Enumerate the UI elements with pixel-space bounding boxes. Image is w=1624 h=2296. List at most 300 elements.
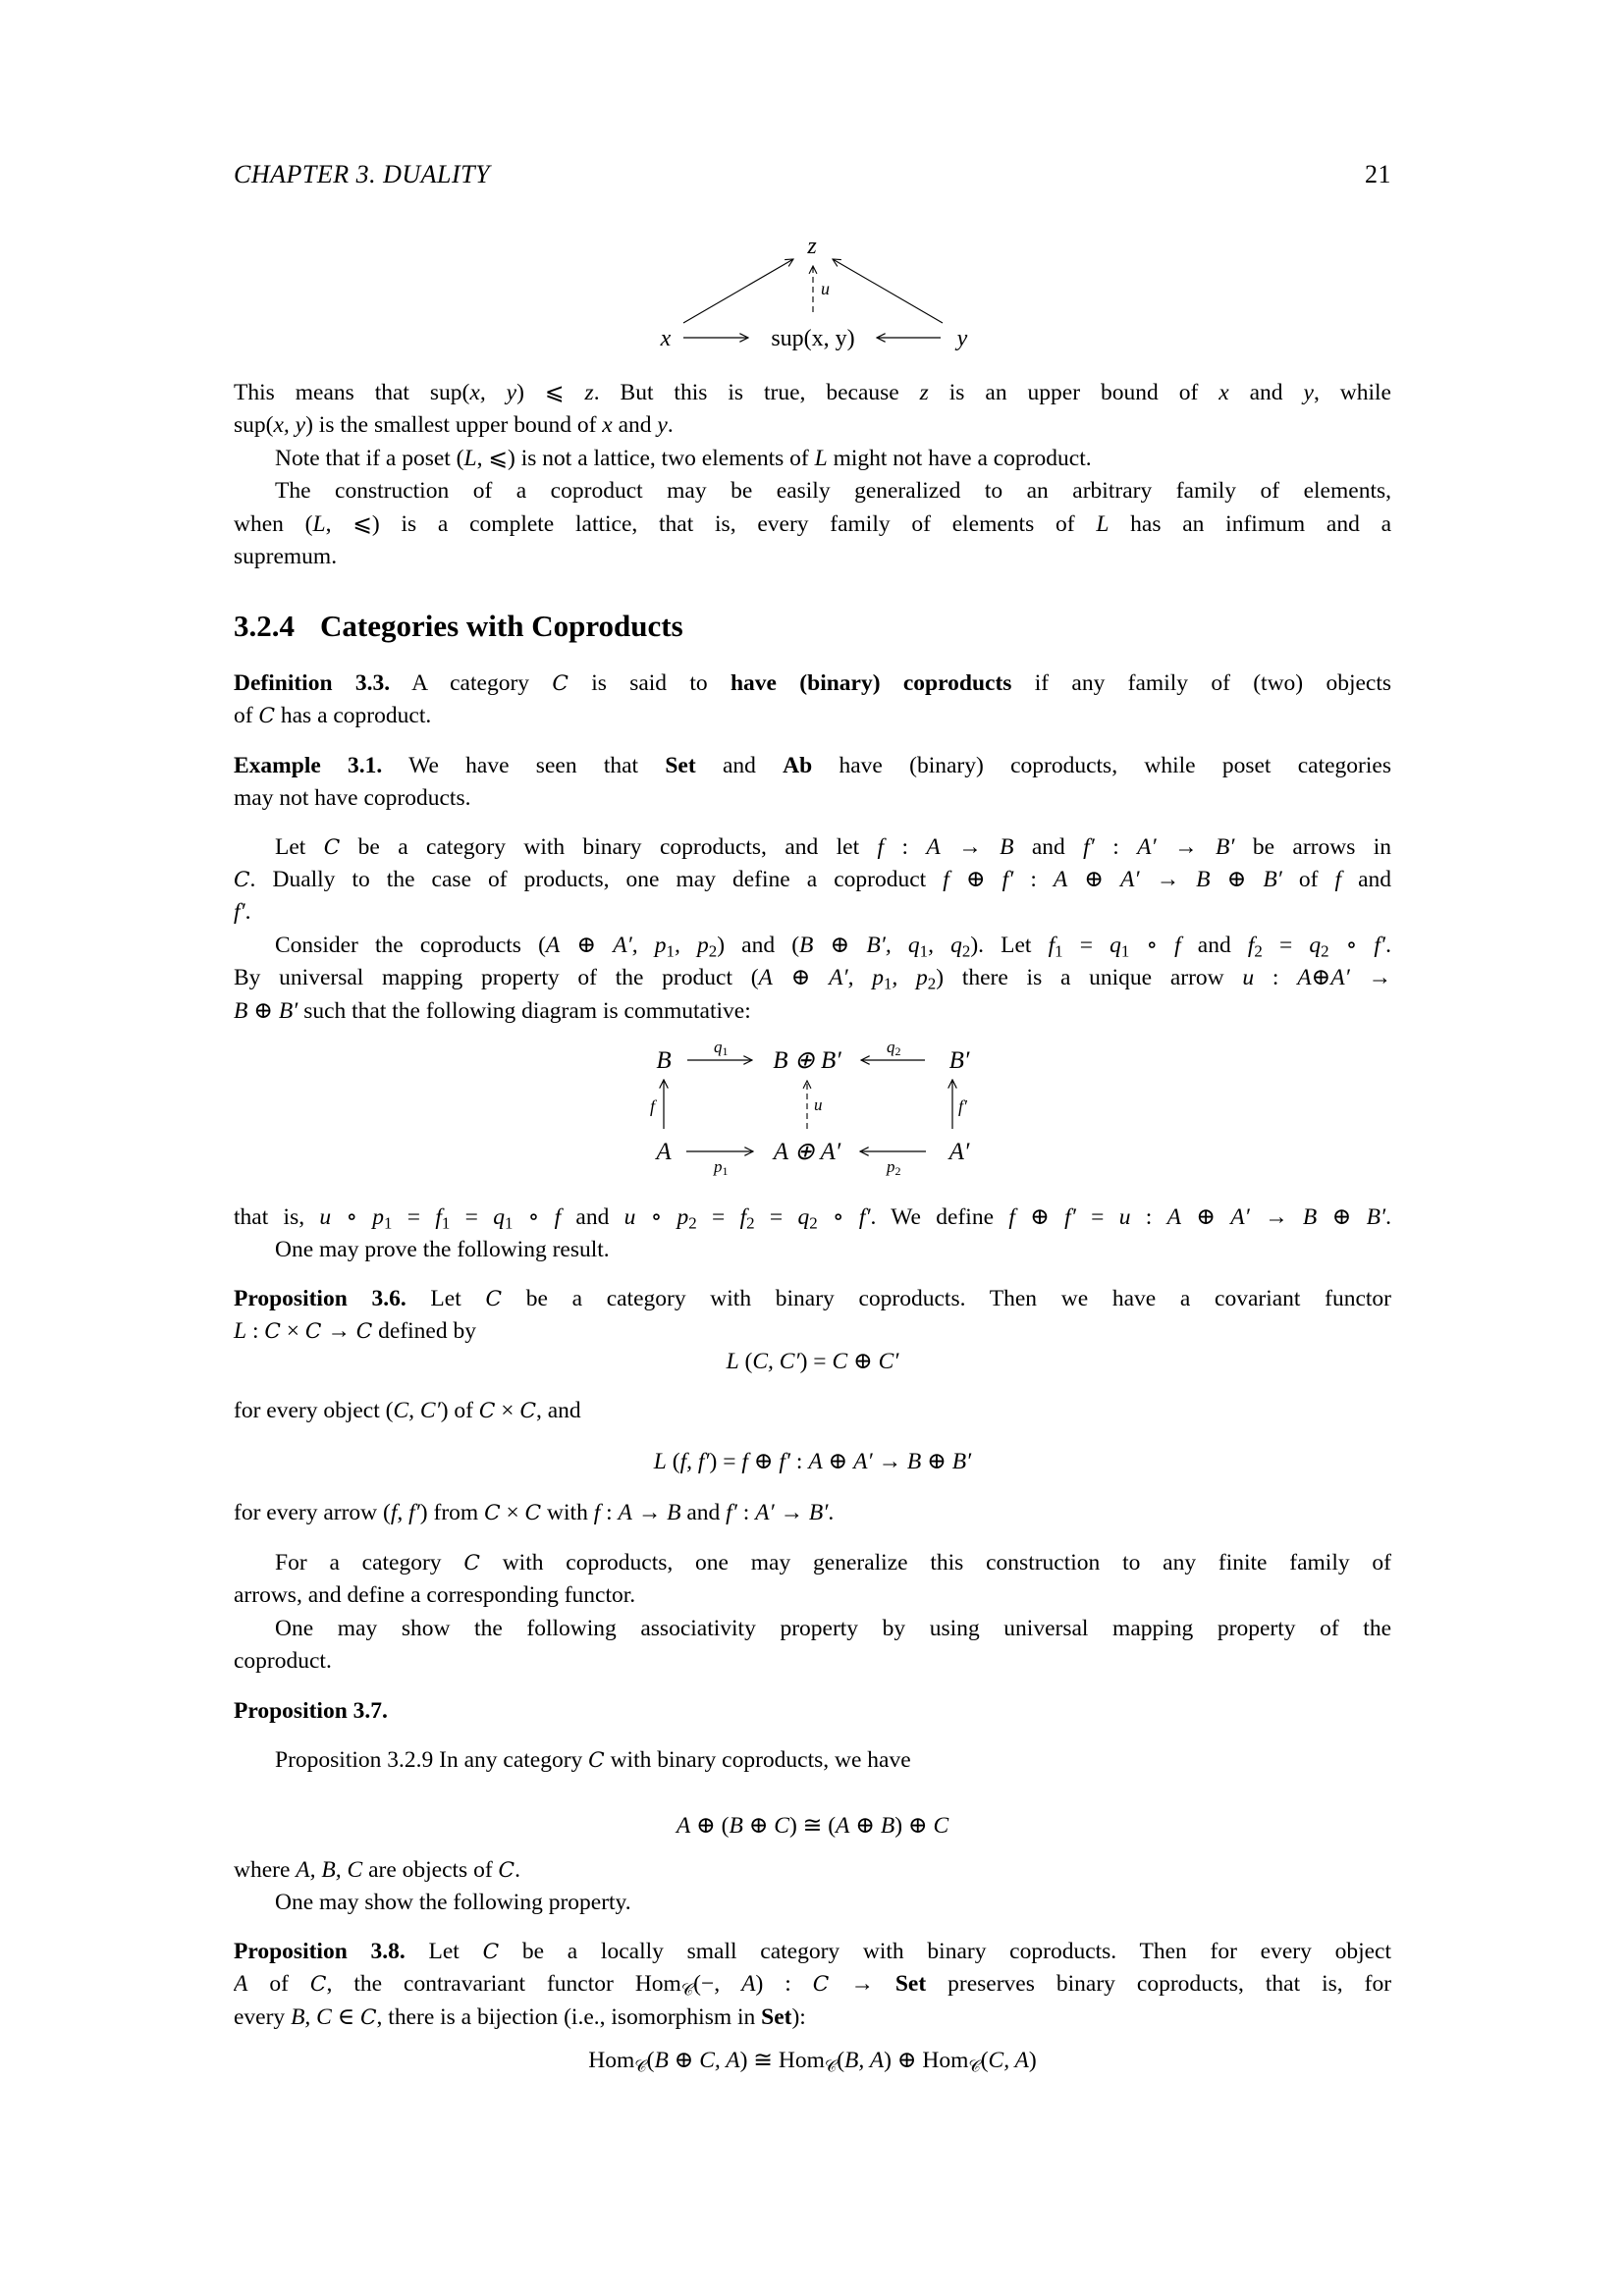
text-run: ∘ [635, 1204, 677, 1230]
text-run: Note that if a poset ( [275, 446, 464, 471]
math-symbol: C [524, 1501, 542, 1525]
math-symbol: L [234, 1318, 247, 1344]
math-symbol: L [463, 446, 477, 471]
math-symbol: C [355, 1319, 373, 1344]
math-symbol: B [906, 1449, 922, 1474]
text-run: : [790, 1449, 809, 1474]
text-run: ) is the smallest upper bound of [305, 412, 603, 438]
math-symbol: L [814, 446, 828, 471]
text-line [234, 1202, 1391, 1232]
math-symbol: q [493, 1204, 505, 1230]
text-run: → [1249, 1204, 1303, 1230]
text-line [234, 1316, 1391, 1347]
label-q2: q2 [887, 1038, 901, 1058]
math-symbol: x [1218, 380, 1229, 405]
text-line [234, 1745, 1391, 1776]
math-symbol: A′, p [829, 965, 884, 990]
math-symbol: C [588, 1748, 605, 1773]
math-symbol: B′ [808, 1500, 829, 1525]
math-symbol: y [657, 412, 668, 438]
math-symbol: z [584, 380, 594, 405]
text-run: . [1385, 933, 1391, 958]
text-run: 2 [746, 1213, 755, 1232]
text-run: and [612, 412, 658, 438]
text-run: . [244, 899, 251, 925]
text-run: is said to [568, 670, 731, 696]
text-run: × [495, 1398, 520, 1423]
text-run: arrows, and define a corresponding functor. [234, 1582, 636, 1608]
math-symbol: , p [674, 933, 709, 958]
math-symbol: f′ [1064, 1204, 1076, 1230]
section-number: 3.2.4 [234, 609, 295, 643]
text-run: and [1341, 867, 1391, 892]
text-run: ∈ [331, 2004, 360, 2030]
text-run: = [392, 1204, 436, 1230]
bold-term: Example 3.1. [234, 753, 383, 778]
text-run: ): [791, 2004, 806, 2030]
text-run: such that the following diagram is commutative: [298, 998, 751, 1024]
math-symbol: B, A [844, 2048, 885, 2073]
text-run: We have seen that [382, 753, 666, 778]
text-run: Let [405, 1939, 483, 1964]
math-symbol: A [1297, 965, 1312, 990]
text-run: 𝒞 [968, 2056, 981, 2076]
text-run: . We define [870, 1204, 1009, 1230]
text-run: ) of [440, 1398, 479, 1423]
math-symbol: x, y [469, 380, 517, 405]
text-run: ⊕ [847, 1349, 879, 1374]
math-symbol: x [602, 412, 613, 438]
math-symbol: L [653, 1449, 667, 1474]
math-symbol: A [808, 1449, 823, 1474]
text-line [234, 1614, 1391, 1643]
text-run: : [1254, 965, 1298, 990]
text-run: By universal mapping property of the product ( [234, 965, 759, 990]
text-run: has a coproduct. [275, 703, 432, 728]
text-run: = [1262, 933, 1310, 958]
text-run: where [234, 1857, 297, 1883]
math-symbol: B′ [1215, 834, 1235, 860]
text-run: × [500, 1500, 525, 1525]
text-run: ) [1028, 2048, 1037, 2073]
text-run: ) ≅ Hom [739, 2048, 825, 2073]
text-run: with [541, 1500, 594, 1525]
text-run: → [829, 1971, 895, 1997]
math-symbol: C [552, 671, 568, 696]
text-run: = [754, 1204, 798, 1230]
text-run: might not have a coproduct. [827, 446, 1092, 471]
math-symbol: A [836, 1813, 850, 1839]
math-symbol: B′ [951, 1449, 972, 1474]
text-run: → [1156, 834, 1216, 860]
equation-L-arrows [234, 1447, 1391, 1476]
text-run: coproduct. [234, 1648, 332, 1674]
text-run: . [514, 1857, 520, 1883]
text-run: : [1094, 834, 1138, 860]
math-symbol: C [258, 704, 275, 728]
math-symbol: C [482, 1940, 500, 1964]
text-run: and [680, 1500, 727, 1525]
text-run: ⊕ [772, 965, 830, 990]
bold-term: Proposition 3.6. [234, 1286, 406, 1311]
math-symbol: f [741, 1449, 748, 1474]
math-symbol: A [1053, 867, 1068, 892]
text-run: Consider the coproducts ( [275, 933, 546, 958]
math-symbol: B′ [1366, 1204, 1386, 1230]
text-run: , there is a bijection (i.e., isomorphism in [376, 2004, 762, 2030]
math-symbol: z [919, 380, 929, 405]
text-run: One may prove the following result. [275, 1237, 610, 1262]
math-symbol: C, A [988, 2048, 1029, 2073]
text-run: defined by [372, 1318, 476, 1344]
text-run: 1 [666, 941, 675, 960]
math-symbol: f [435, 1204, 442, 1230]
text-run: ∘ [1328, 933, 1375, 958]
text-run: × [280, 1318, 305, 1344]
math-symbol: B [1302, 1204, 1318, 1230]
math-symbol: C [832, 1349, 848, 1374]
math-symbol: B [729, 1813, 743, 1839]
math-symbol: f [1174, 933, 1181, 958]
math-symbol: f [943, 867, 949, 892]
text-line [234, 1580, 1391, 1610]
text-run: has an infimum and a [1109, 511, 1391, 537]
math-symbol: q [1309, 933, 1322, 958]
math-symbol: A′ [1230, 1204, 1250, 1230]
text-run: . [1385, 1204, 1391, 1230]
bold-term: Set [894, 1971, 927, 1997]
math-symbol: f′ [1001, 867, 1014, 892]
bold-term: Ab [783, 753, 813, 778]
math-symbol: f [1334, 867, 1342, 892]
text-run: ) ⊕ [894, 1813, 934, 1839]
text-run: 2 [708, 941, 718, 960]
text-run: 2 [809, 1213, 818, 1232]
text-run: → [1139, 867, 1197, 892]
math-symbol: C [323, 835, 341, 860]
math-symbol: f [877, 834, 885, 860]
math-symbol: B′ [1263, 867, 1282, 892]
text-run: ) : [755, 1971, 813, 1997]
text-run: are objects of [362, 1857, 499, 1883]
text-run: → [774, 1500, 809, 1525]
text-run: when ( [234, 511, 313, 537]
text-line [234, 1855, 1391, 1886]
math-symbol: B [1000, 834, 1014, 860]
text-run: ) and ( [717, 933, 800, 958]
math-symbol: A [234, 1971, 248, 1997]
math-symbol: C [478, 1399, 496, 1423]
text-run: ( [646, 2048, 655, 2073]
math-symbol: f′ [779, 1449, 791, 1474]
running-header: CHAPTER 3. DUALITY [234, 160, 491, 188]
text-run: and [1228, 380, 1304, 405]
math-symbol: C [774, 1813, 789, 1839]
text-run: ⊕ [560, 933, 614, 958]
text-run: ⊕ [849, 1813, 881, 1839]
text-run: → [631, 1500, 668, 1525]
section-title: Categories with Coproducts [320, 609, 683, 643]
math-symbol: C [360, 2005, 377, 2030]
text-run: 𝒞 [634, 2056, 647, 2076]
text-run: 1 [883, 974, 893, 992]
text-run: and [561, 1204, 624, 1230]
math-symbol: C [812, 1972, 830, 1997]
math-symbol: u [319, 1204, 332, 1230]
text-run: , ⩽) is not a lattice, two elements of [476, 446, 815, 471]
math-symbol: B [799, 933, 814, 958]
math-symbol: L [312, 511, 326, 537]
math-symbol: C [309, 1972, 327, 1997]
text-run: For a category [275, 1550, 464, 1575]
text-run: be arrows in [1234, 834, 1391, 860]
math-symbol: f [593, 1500, 601, 1525]
text-run: with coproducts, one may generalize this construction to any finite family of [479, 1550, 1391, 1575]
proposition-3-7 [234, 1696, 1391, 1726]
text-run: 1 [1055, 941, 1063, 960]
math-symbol: , p [892, 965, 928, 990]
text-run: and [1180, 933, 1248, 958]
math-symbol: A [676, 1813, 691, 1839]
text-run: ⊕ [1210, 867, 1264, 892]
label-u: u [821, 279, 830, 298]
math-symbol: B [234, 998, 248, 1024]
text-run: One may show the following property. [275, 1890, 631, 1915]
text-line [234, 1498, 1391, 1528]
math-symbol: f′ [234, 899, 245, 925]
bold-term: Set [761, 2004, 792, 2030]
text-run: → [1349, 965, 1391, 990]
math-symbol: A′ [1330, 965, 1350, 990]
equation-L-objects [234, 1347, 1391, 1376]
text-run: ) from [419, 1500, 485, 1525]
text-run: = [1075, 1204, 1119, 1230]
text-run: 2 [1321, 941, 1329, 960]
math-symbol: B [1196, 867, 1211, 892]
text-run: One may show the following associativity property by using universal mapping property of the [275, 1616, 1391, 1641]
text-run: of [234, 703, 259, 728]
text-run: . Dually to the case of products, one may define a coproduct [249, 867, 944, 892]
math-symbol: B′, q [866, 933, 920, 958]
math-symbol: A′ [755, 1500, 775, 1525]
text-run: , while [1313, 380, 1391, 405]
equation-hom [234, 2046, 1391, 2082]
text-run: → [872, 1449, 907, 1474]
math-symbol: C [485, 1287, 502, 1311]
math-symbol: B′ [278, 998, 298, 1024]
text-run: of [247, 1971, 310, 1997]
label-u: u [814, 1095, 823, 1114]
math-symbol: f [1008, 1204, 1015, 1230]
text-run: 1 [384, 1213, 393, 1232]
text-run: ∘ [817, 1204, 859, 1230]
bold-term: Proposition 3.7. [234, 1698, 388, 1724]
page-number: 21 [1365, 160, 1391, 188]
text-run: and [1013, 834, 1084, 860]
text-run: 𝒞 [824, 2056, 838, 2076]
math-symbol: A [545, 933, 561, 958]
text-run: for every arrow ( [234, 1500, 391, 1525]
math-symbol: f [739, 1204, 747, 1230]
text-line [234, 1548, 1391, 1577]
text-run: ) = [799, 1349, 833, 1374]
text-run: Let [406, 1286, 486, 1311]
text-run: ⊕ [1180, 1204, 1231, 1230]
math-symbol: B [667, 1500, 681, 1525]
text-run: ⊕ ( [690, 1813, 730, 1839]
math-symbol: f, f′ [390, 1500, 420, 1525]
math-symbol: A′, p [613, 933, 667, 958]
text-run: . [667, 412, 674, 438]
math-symbol: C [304, 1319, 322, 1344]
math-symbol: C [933, 1813, 949, 1839]
label-q1: q1 [714, 1038, 729, 1058]
math-symbol: C, C′ [393, 1398, 441, 1423]
text-run: is an upper bound of [928, 380, 1219, 405]
text-line [234, 1888, 1391, 1917]
math-symbol: f′ [1374, 933, 1386, 958]
text-run: Let [275, 834, 324, 860]
text-run: of [1281, 867, 1335, 892]
node-y: y [956, 326, 968, 351]
text-run: every [234, 2004, 292, 2030]
math-symbol: A [741, 1971, 756, 1997]
text-run: : [1130, 1204, 1167, 1230]
text-run: ( [980, 2048, 989, 2073]
math-symbol: B, C [291, 2004, 332, 2030]
node-x: x [660, 326, 672, 351]
math-symbol: f′ [726, 1500, 737, 1525]
text-run: A category [390, 670, 553, 696]
text-run: ) ⊕ Hom [884, 2048, 969, 2073]
text-run: have (binary) coproducts, while poset categories [812, 753, 1391, 778]
math-symbol: p [372, 1204, 385, 1230]
text-run: = [450, 1204, 494, 1230]
node-A: A [656, 1139, 672, 1165]
text-run: : [246, 1318, 265, 1344]
text-run: The construction of a coproduct may be easily generalized to an arbitrary family of elements, [275, 478, 1391, 504]
text-run: = [1062, 933, 1110, 958]
text-run: 2 [961, 941, 971, 960]
text-run: ∘ [1129, 933, 1175, 958]
text-line [234, 1646, 1391, 1676]
math-symbol: C [264, 1319, 281, 1344]
text-run: ⊕ [1014, 1204, 1065, 1230]
math-symbol: , q [928, 933, 962, 958]
text-run: be a locally small category with binary coproducts. Then for every object [499, 1939, 1391, 1964]
text-run: ⊕ [822, 1449, 854, 1474]
node-Aprime: A′ [948, 1139, 970, 1165]
text-run: . [828, 1500, 835, 1525]
math-symbol: p [677, 1204, 689, 1230]
text-run: ( [837, 2048, 845, 2073]
math-symbol: C [498, 1858, 515, 1883]
math-symbol: A′ [1137, 834, 1157, 860]
math-symbol: C [484, 1501, 501, 1525]
text-run: preserves binary coproducts, that is, for [926, 1971, 1391, 1997]
math-symbol: C [463, 1551, 480, 1575]
text-run: : [1013, 867, 1054, 892]
text-run: ⊕ [747, 1449, 780, 1474]
node-sup: sup(x, y) [771, 326, 855, 351]
text-run: ⊕ [742, 1813, 775, 1839]
text-run: ( [666, 1449, 680, 1474]
text-run: 2 [688, 1213, 697, 1232]
text-run: be a category with binary coproducts, and let [340, 834, 878, 860]
text-run: ⊕ [668, 2048, 700, 2073]
text-run: ⊕ [921, 1449, 952, 1474]
bold-term: Definition 3.3. [234, 670, 391, 696]
text-run: for every object ( [234, 1398, 394, 1423]
text-run: : [600, 1500, 619, 1525]
math-symbol: A′ [853, 1449, 873, 1474]
math-symbol: y [1303, 380, 1314, 405]
math-symbol: B [654, 2048, 669, 2073]
text-run: , ⩽) is a complete lattice, that is, every family of elements of [325, 511, 1097, 537]
text-run: 2 [1254, 941, 1263, 960]
math-symbol: A [758, 965, 773, 990]
math-symbol: C, C′ [752, 1349, 800, 1374]
text-run: → [321, 1318, 356, 1344]
text-run: if any family of (two) objects [1011, 670, 1391, 696]
math-symbol: u [1242, 965, 1255, 990]
text-run: sup( [234, 412, 274, 438]
math-symbol: f [1247, 933, 1255, 958]
math-symbol: A [926, 834, 941, 860]
node-Bprime: B′ [948, 1047, 970, 1074]
text-run: = [696, 1204, 740, 1230]
text-run: ( [738, 1349, 753, 1374]
text-run: . But this is true, because [593, 380, 920, 405]
math-symbol: f [554, 1204, 562, 1230]
text-run: ⊕ [1317, 1204, 1367, 1230]
text-line [234, 1396, 1391, 1426]
text-run: → [940, 834, 1001, 860]
math-symbol: B [880, 1813, 895, 1839]
math-symbol: C, A [699, 2048, 740, 2073]
text-run: 1 [1120, 941, 1130, 960]
text-run: supremum. [234, 544, 338, 569]
math-symbol: q [1110, 933, 1121, 958]
text-run: 2 [927, 974, 937, 992]
label-p1: p1 [714, 1157, 729, 1178]
text-run: that is, [234, 1204, 320, 1230]
node-z: z [807, 234, 817, 259]
text-run: 𝒞 [680, 1980, 694, 1999]
node-A-plus-Aprime: A ⊕ A′ [773, 1139, 841, 1165]
text-run: and [695, 753, 784, 778]
text-run: ⊕ [1311, 965, 1331, 990]
node-B: B [656, 1047, 672, 1074]
text-run: ) there is a unique arrow [936, 965, 1243, 990]
text-line [234, 1235, 1391, 1264]
text-run: ). Let [970, 933, 1049, 958]
label-fprime: f′ [958, 1096, 967, 1116]
bold-term: Proposition 3.8. [234, 1939, 406, 1964]
label-p2: p2 [887, 1157, 901, 1178]
proposition-3-8 [234, 1937, 1391, 1966]
math-symbol: A′ [1120, 867, 1140, 892]
text-line [234, 2002, 1391, 2033]
label-f: f [650, 1096, 656, 1116]
math-symbol: f [1048, 933, 1056, 958]
math-symbol: A [618, 1500, 632, 1525]
text-run: ∘ [513, 1204, 555, 1230]
math-symbol: x, y [273, 412, 306, 438]
text-run: , the contravariant functor Hom [326, 1971, 681, 1997]
text-run: (−, [693, 1971, 742, 1997]
math-symbol: u [623, 1204, 636, 1230]
